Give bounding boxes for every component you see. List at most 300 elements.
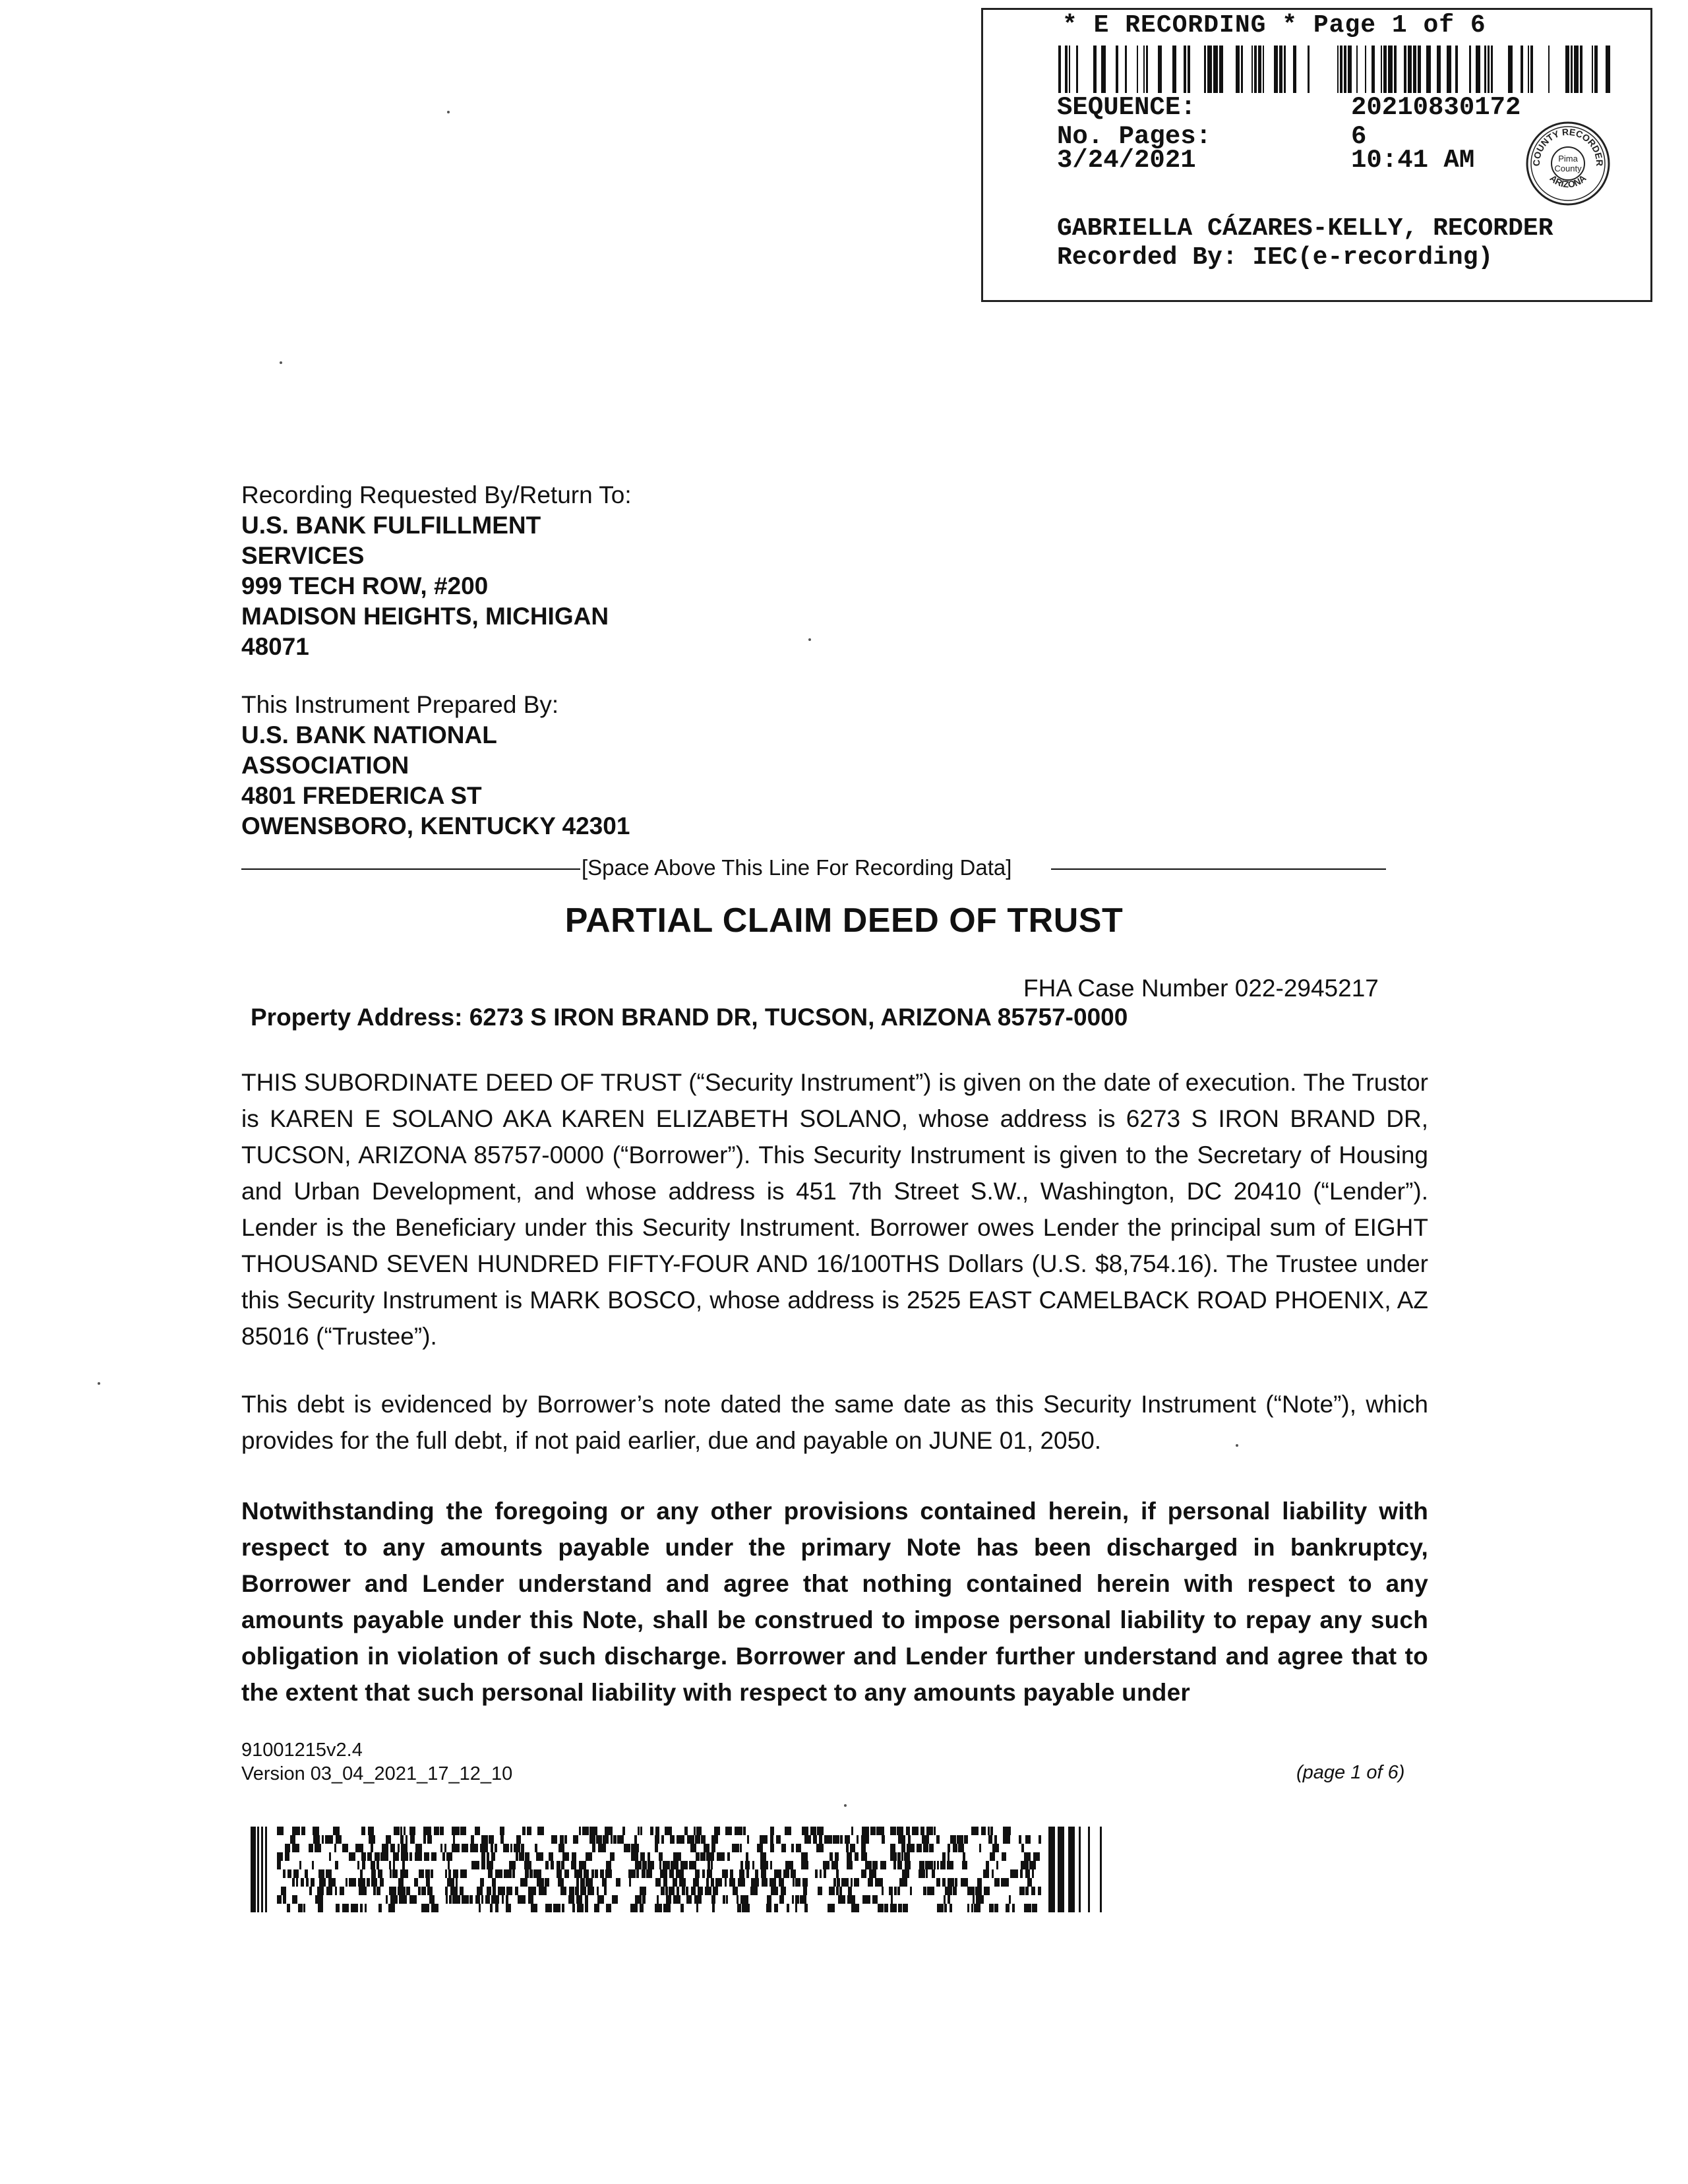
barcode-module [515, 1887, 518, 1895]
barcode-module [994, 1904, 998, 1912]
barcode-module [525, 1852, 529, 1861]
barcode-module [855, 1852, 859, 1861]
barcode-module [1012, 1904, 1015, 1912]
barcode-bar [1344, 46, 1346, 93]
barcode-module [792, 1895, 794, 1904]
prepared-by-line: OWENSBORO, KENTUCKY 42301 [241, 812, 630, 839]
barcode-module [967, 1904, 969, 1912]
barcode-module [1009, 1895, 1011, 1904]
barcode-bar [1508, 46, 1513, 93]
barcode-module [257, 1827, 259, 1912]
barcode-module [602, 1878, 607, 1887]
barcode-module [737, 1895, 738, 1904]
barcode-module [527, 1827, 531, 1835]
barcode-module [770, 1835, 773, 1844]
barcode-bar [1388, 46, 1393, 93]
barcode-module [1048, 1827, 1055, 1912]
barcode-module [510, 1844, 512, 1852]
barcode-module [277, 1827, 284, 1835]
barcode-module [560, 1835, 564, 1844]
barcode-module [847, 1852, 852, 1861]
barcode-module [665, 1827, 672, 1835]
barcode-module [400, 1869, 408, 1878]
stamp-row-value: 20210830172 [1351, 93, 1521, 122]
barcode-module [392, 1869, 398, 1878]
barcode-module [717, 1852, 725, 1861]
barcode-module [779, 1895, 784, 1904]
barcode-module [686, 1887, 688, 1895]
barcode-module [857, 1835, 859, 1844]
barcode-module [727, 1852, 730, 1861]
barcode-module [841, 1878, 849, 1887]
barcode-module [1010, 1869, 1018, 1878]
barcode-module [531, 1904, 537, 1912]
barcode-module [690, 1844, 696, 1852]
barcode-module [617, 1835, 624, 1844]
barcode-module [325, 1835, 333, 1844]
barcode-module [642, 1869, 646, 1878]
barcode-module [333, 1827, 340, 1835]
barcode-module [988, 1827, 990, 1835]
barcode-module [659, 1852, 663, 1861]
barcode-module [640, 1887, 646, 1895]
barcode-bar [1491, 46, 1493, 93]
recording-stamp [981, 8, 1652, 302]
barcode-module [657, 1895, 659, 1904]
barcode-module [854, 1878, 859, 1887]
barcode-bar [1365, 46, 1366, 93]
scan-speck [808, 638, 811, 641]
barcode-module [462, 1895, 469, 1904]
barcode-module [604, 1887, 607, 1895]
barcode-module [326, 1887, 332, 1895]
barcode-module [745, 1861, 750, 1869]
barcode-module [944, 1895, 946, 1904]
barcode-module [796, 1844, 801, 1852]
barcode-bar [1254, 46, 1257, 93]
barcode-module [605, 1869, 612, 1878]
barcode-module [447, 1878, 454, 1887]
barcode-module [655, 1835, 659, 1844]
barcode-module [1032, 1904, 1037, 1912]
barcode-module [942, 1878, 946, 1887]
barcode-module [897, 1852, 901, 1861]
stamp-row-label: SEQUENCE: [1057, 93, 1196, 122]
barcode-module [829, 1852, 833, 1861]
barcode-module [551, 1861, 554, 1869]
barcode-module [528, 1895, 533, 1904]
barcode-module [1100, 1827, 1102, 1912]
barcode-bar [1528, 46, 1529, 93]
barcode-module [948, 1878, 954, 1887]
barcode-module [386, 1895, 388, 1904]
barcode-module [848, 1887, 852, 1895]
barcode-module [950, 1904, 952, 1912]
barcode-module [730, 1869, 733, 1878]
barcode-module [781, 1844, 786, 1852]
footer-doc-id: 91001215v2.4 [241, 1740, 363, 1761]
barcode-module [434, 1827, 439, 1835]
barcode-module [448, 1861, 450, 1869]
barcode-module [655, 1844, 658, 1852]
barcode-bar [1484, 46, 1486, 93]
barcode-module [723, 1895, 725, 1904]
barcode-module [340, 1887, 344, 1895]
barcode-bar [1279, 46, 1282, 93]
barcode-module [725, 1827, 732, 1835]
barcode-module [640, 1852, 645, 1861]
barcode-module [502, 1895, 504, 1904]
barcode-module [682, 1887, 685, 1895]
barcode-module [424, 1852, 429, 1861]
barcode-module [840, 1835, 843, 1844]
barcode-module [870, 1827, 876, 1835]
barcode-module [367, 1878, 370, 1887]
barcode-module [992, 1869, 994, 1878]
barcode-module [711, 1861, 713, 1869]
barcode-module [415, 1844, 422, 1852]
barcode-module [813, 1835, 817, 1844]
barcode-module [936, 1878, 940, 1887]
barcode-module [336, 1904, 340, 1912]
barcode-module [738, 1878, 745, 1887]
barcode-module [315, 1844, 321, 1852]
barcode-module [335, 1861, 338, 1869]
barcode-module [309, 1887, 312, 1895]
barcode-module [606, 1861, 611, 1869]
barcode-bar [1418, 46, 1421, 93]
barcode-bar [1476, 46, 1480, 93]
barcode-module [977, 1878, 982, 1887]
barcode-module [315, 1895, 323, 1904]
barcode-module [1021, 1844, 1024, 1852]
barcode-module [640, 1904, 644, 1912]
barcode-module [1019, 1835, 1021, 1844]
barcode-module [770, 1844, 774, 1852]
barcode-module [285, 1844, 290, 1852]
barcode-module [453, 1835, 455, 1844]
barcode-module [1006, 1904, 1010, 1912]
barcode-module [1033, 1852, 1040, 1861]
barcode-module [394, 1827, 400, 1835]
barcode-module [359, 1887, 367, 1895]
barcode-module [629, 1878, 631, 1887]
barcode-module [1024, 1904, 1031, 1912]
barcode-module [481, 1895, 483, 1904]
barcode-module [642, 1861, 647, 1869]
barcode-module [706, 1878, 709, 1887]
barcode-module [671, 1861, 678, 1869]
barcode-module [421, 1904, 429, 1912]
barcode-module [576, 1878, 579, 1887]
barcode-module [488, 1869, 493, 1878]
barcode-module [979, 1844, 981, 1852]
barcode-module [801, 1861, 808, 1869]
barcode-module [850, 1844, 855, 1852]
barcode-module [845, 1835, 850, 1844]
barcode-module [624, 1844, 630, 1852]
barcode-module [1088, 1827, 1090, 1912]
barcode-module [460, 1887, 464, 1895]
barcode-module [795, 1904, 797, 1912]
barcode-module [585, 1904, 588, 1912]
barcode-bar [1408, 46, 1412, 93]
barcode-module [365, 1904, 367, 1912]
barcode-module [306, 1878, 309, 1887]
barcode-module [287, 1869, 291, 1878]
barcode-module [573, 1835, 578, 1844]
prepared-by-line: 4801 FREDERICA ST [241, 782, 482, 809]
barcode-module [390, 1895, 398, 1904]
barcode-module [695, 1869, 700, 1878]
barcode-module [285, 1852, 289, 1861]
barcode-module [572, 1852, 576, 1861]
barcode-module [419, 1869, 424, 1878]
barcode-module [774, 1904, 778, 1912]
barcode-module [861, 1844, 866, 1852]
barcode-bar [1413, 46, 1416, 93]
barcode-module [917, 1844, 922, 1852]
barcode-module [440, 1844, 442, 1852]
barcode-module [655, 1904, 662, 1912]
barcode-module [766, 1904, 771, 1912]
barcode-module [661, 1887, 665, 1895]
barcode-module [791, 1869, 796, 1878]
barcode-module [950, 1835, 956, 1844]
seal-top-text: COUNTY RECORDER [1530, 126, 1606, 167]
barcode-module [927, 1887, 934, 1895]
barcode-module [955, 1878, 957, 1887]
barcode-module [346, 1878, 347, 1887]
barcode-module [925, 1861, 933, 1869]
barcode-module [404, 1827, 406, 1835]
barcode-module [733, 1887, 738, 1895]
barcode-module [445, 1887, 448, 1895]
barcode-module [846, 1844, 849, 1852]
space-above-line-text: [Space Above This Line For Recording Data] [582, 855, 1012, 880]
barcode-module [361, 1827, 365, 1835]
barcode-module [890, 1904, 897, 1912]
barcode-module [582, 1827, 589, 1835]
stamp-row-label: 3/24/2021 [1057, 146, 1196, 175]
barcode-module [740, 1895, 748, 1904]
barcode-module [919, 1861, 924, 1869]
barcode-module [564, 1835, 567, 1844]
barcode-module [1027, 1878, 1032, 1887]
barcode-bar [1426, 46, 1431, 93]
stamp-barcode [1058, 46, 1611, 93]
barcode-module [868, 1878, 873, 1887]
barcode-module [760, 1835, 768, 1844]
barcode-module [568, 1895, 574, 1904]
barcode-module [519, 1852, 524, 1861]
barcode-module [689, 1861, 696, 1869]
barcode-module [299, 1861, 301, 1869]
barcode-module [481, 1835, 488, 1844]
barcode-module [535, 1844, 537, 1852]
barcode-module [847, 1861, 853, 1869]
barcode-module [309, 1844, 313, 1852]
barcode-module [894, 1887, 897, 1895]
barcode-bar [1372, 46, 1375, 93]
barcode-module [836, 1869, 839, 1878]
barcode-module [948, 1895, 950, 1904]
barcode-module [495, 1844, 497, 1852]
barcode-module [713, 1887, 718, 1895]
barcode-module [283, 1895, 286, 1904]
barcode-bar [1236, 46, 1240, 93]
barcode-module [971, 1904, 973, 1912]
barcode-module [400, 1827, 402, 1835]
barcode-module [460, 1869, 467, 1878]
barcode-module [592, 1844, 595, 1852]
barcode-module [586, 1878, 593, 1887]
barcode-module [810, 1827, 816, 1835]
barcode-module [1024, 1852, 1031, 1861]
barcode-module [839, 1887, 842, 1895]
barcode-bar [1241, 46, 1243, 93]
barcode-module [525, 1869, 529, 1878]
barcode-module [890, 1844, 895, 1852]
barcode-module [687, 1835, 694, 1844]
paragraph-note: This debt is evidenced by Borrower’s note dated the same date as this Security Instrument (“Note”), which provides for the full debt, if not paid earlier, due and payable on JUNE 01, 2050. [241, 1391, 1428, 1454]
barcode-module [880, 1861, 886, 1869]
barcode-bar [1574, 46, 1579, 93]
barcode-module [409, 1827, 415, 1835]
barcode-module [579, 1827, 581, 1835]
barcode-module [561, 1861, 564, 1869]
barcode-module [389, 1887, 396, 1895]
barcode-module [872, 1895, 878, 1904]
barcode-module [760, 1852, 766, 1861]
barcode-module [677, 1835, 684, 1844]
barcode-module [992, 1844, 999, 1852]
barcode-module [562, 1852, 569, 1861]
barcode-module [406, 1835, 407, 1844]
barcode-module [277, 1895, 282, 1904]
barcode-module [714, 1827, 720, 1835]
barcode-module [446, 1895, 448, 1904]
barcode-module [1039, 1835, 1041, 1844]
barcode-module [823, 1861, 829, 1869]
barcode-module [367, 1852, 372, 1861]
barcode-module [558, 1844, 564, 1852]
barcode-module [545, 1904, 552, 1912]
barcode-module [606, 1904, 611, 1912]
barcode-module [378, 1904, 382, 1912]
barcode-module [898, 1904, 902, 1912]
barcode-module [401, 1852, 408, 1861]
barcode-module [762, 1878, 768, 1887]
barcode-module [579, 1861, 586, 1869]
barcode-module [611, 1835, 613, 1844]
barcode-module [529, 1869, 533, 1878]
barcode-module [318, 1869, 324, 1878]
barcode-module [355, 1844, 363, 1852]
barcode-module [971, 1827, 979, 1835]
barcode-module [368, 1827, 374, 1835]
barcode-module [876, 1827, 884, 1835]
stamp-recorder: GABRIELLA CÁZARES-KELLY, RECORDER [1057, 214, 1553, 243]
barcode-module [516, 1835, 521, 1844]
barcode-module [469, 1895, 473, 1904]
barcode-module [371, 1844, 373, 1852]
barcode-module [752, 1861, 754, 1869]
barcode-module [421, 1887, 426, 1895]
return-to-line: 999 TECH ROW, #200 [241, 572, 489, 599]
barcode-module [940, 1861, 946, 1869]
barcode-module [514, 1844, 520, 1852]
barcode-module [676, 1869, 684, 1878]
barcode-bar [1469, 46, 1471, 93]
barcode-module [990, 1852, 995, 1861]
barcode-module [319, 1878, 326, 1887]
barcode-module [1020, 1869, 1023, 1878]
barcode-bar [1116, 46, 1118, 93]
barcode-module [785, 1827, 791, 1835]
barcode-module [804, 1835, 811, 1844]
barcode-module [481, 1852, 485, 1861]
barcode-module [673, 1895, 680, 1904]
barcode-module [973, 1895, 975, 1904]
barcode-module [694, 1895, 702, 1904]
barcode-module [360, 1904, 363, 1912]
barcode-module [446, 1852, 452, 1861]
barcode-module [512, 1869, 515, 1878]
barcode-module [865, 1861, 872, 1869]
barcode-module [771, 1887, 778, 1895]
barcode-module [984, 1887, 990, 1895]
barcode-module [1031, 1887, 1035, 1895]
barcode-module [490, 1904, 493, 1912]
barcode-module [937, 1904, 944, 1912]
barcode-module [261, 1827, 263, 1912]
barcode-module [506, 1887, 512, 1895]
barcode-module [953, 1887, 957, 1895]
barcode-module [551, 1835, 557, 1844]
barcode-module [586, 1852, 592, 1861]
svg-text:ARIZONA [1548, 173, 1588, 190]
barcode-module [779, 1878, 784, 1887]
barcode-module [787, 1904, 789, 1912]
barcode-module [506, 1895, 508, 1904]
barcode-module [948, 1844, 950, 1852]
barcode-module [761, 1869, 766, 1878]
barcode-module [398, 1844, 400, 1852]
barcode-module [663, 1861, 670, 1869]
barcode-bar [1263, 46, 1264, 93]
barcode-module [897, 1827, 903, 1835]
document-title: PARTIAL CLAIM DEED OF TRUST [564, 901, 1124, 940]
barcode-module [953, 1844, 957, 1852]
barcode-module [929, 1844, 934, 1852]
barcode-module [737, 1904, 741, 1912]
barcode-module [349, 1878, 356, 1887]
barcode-module [801, 1852, 808, 1861]
barcode-module [819, 1835, 822, 1844]
barcode-module [283, 1869, 286, 1878]
barcode-module [369, 1835, 375, 1844]
barcode-module [1032, 1869, 1034, 1878]
barcode-module [634, 1835, 637, 1844]
barcode-bar [1207, 46, 1212, 93]
barcode-module [947, 1861, 953, 1869]
barcode-module [452, 1827, 460, 1835]
barcode-bar [1184, 46, 1186, 93]
barcode-module [833, 1835, 839, 1844]
barcode-module [450, 1887, 458, 1895]
barcode-module [301, 1827, 305, 1835]
